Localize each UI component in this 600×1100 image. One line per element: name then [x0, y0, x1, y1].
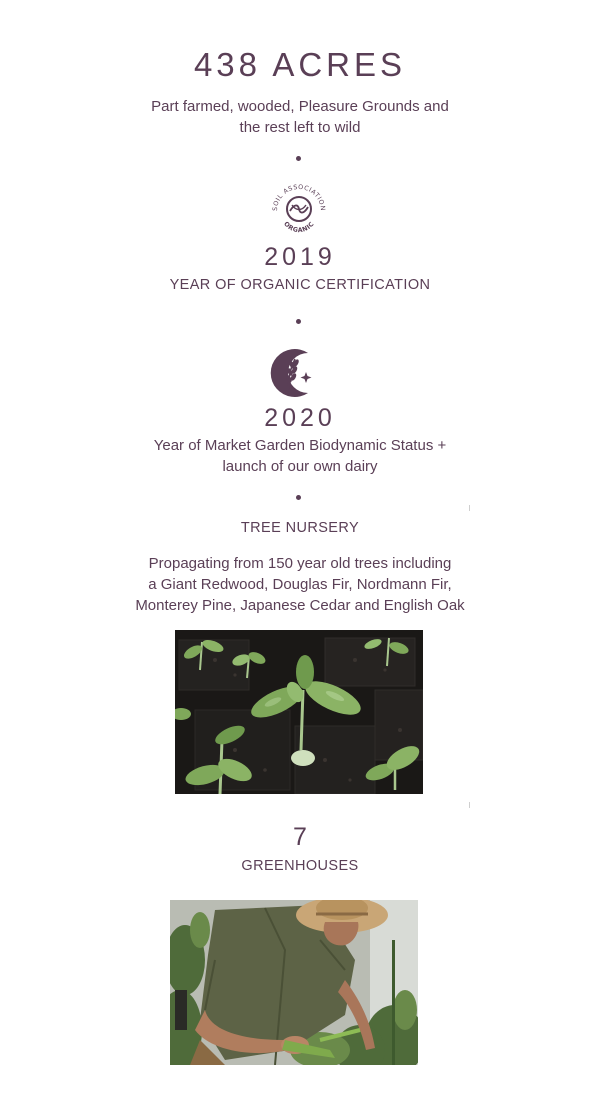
nursery-description [0, 553, 600, 616]
separator-dot [296, 319, 301, 324]
separator-dot [296, 156, 301, 161]
soil-association-organic-icon [268, 178, 330, 240]
organic-year: 2019 [264, 243, 336, 271]
soil-association-logo [268, 178, 330, 240]
greenhouse-worker-photo [170, 900, 418, 1065]
greenhouses-label: GREENHOUSES [241, 858, 359, 874]
biodynamic-logo [268, 345, 324, 401]
decorative-tick [469, 505, 470, 511]
organic-label: YEAR OF ORGANIC CERTIFICATION [169, 277, 431, 293]
greenhouse-worker-image [170, 900, 418, 1065]
separator-dot [296, 495, 301, 500]
acres-description [0, 96, 600, 138]
acres-title: 438 ACRES [193, 46, 407, 83]
acres-desc-line1: Part farmed, wooded, Pleasure Grounds and [151, 98, 449, 115]
nursery-line3: Monterey Pine, Japanese Cedar and English Oak [135, 597, 465, 614]
nursery-line2: a Giant Redwood, Douglas Fir, Nordmann Fir, [148, 576, 452, 593]
moon-wheat-star-icon [268, 345, 324, 401]
biodynamic-description [0, 435, 600, 477]
nursery-line1: Propagating from 150 year old trees including [148, 555, 452, 572]
svg-text:ORGANIC [282, 221, 316, 235]
greenhouses-count: 7 [293, 823, 307, 851]
acres-desc-line2: the rest left to wild [239, 119, 361, 136]
soil-association-logo-subtext: ORGANIC [282, 220, 316, 235]
soil-association-logo-text: SOIL ASSOCIATION [271, 183, 327, 212]
nursery-heading: TREE NURSERY [240, 520, 360, 536]
biodynamic-line1: Year of Market Garden Biodynamic Status + [153, 437, 447, 454]
decorative-tick [469, 802, 470, 808]
seedlings-image [175, 630, 423, 794]
biodynamic-year: 2020 [264, 404, 336, 432]
seedlings-photo [175, 630, 423, 794]
biodynamic-line2: launch of our own dairy [222, 458, 378, 475]
